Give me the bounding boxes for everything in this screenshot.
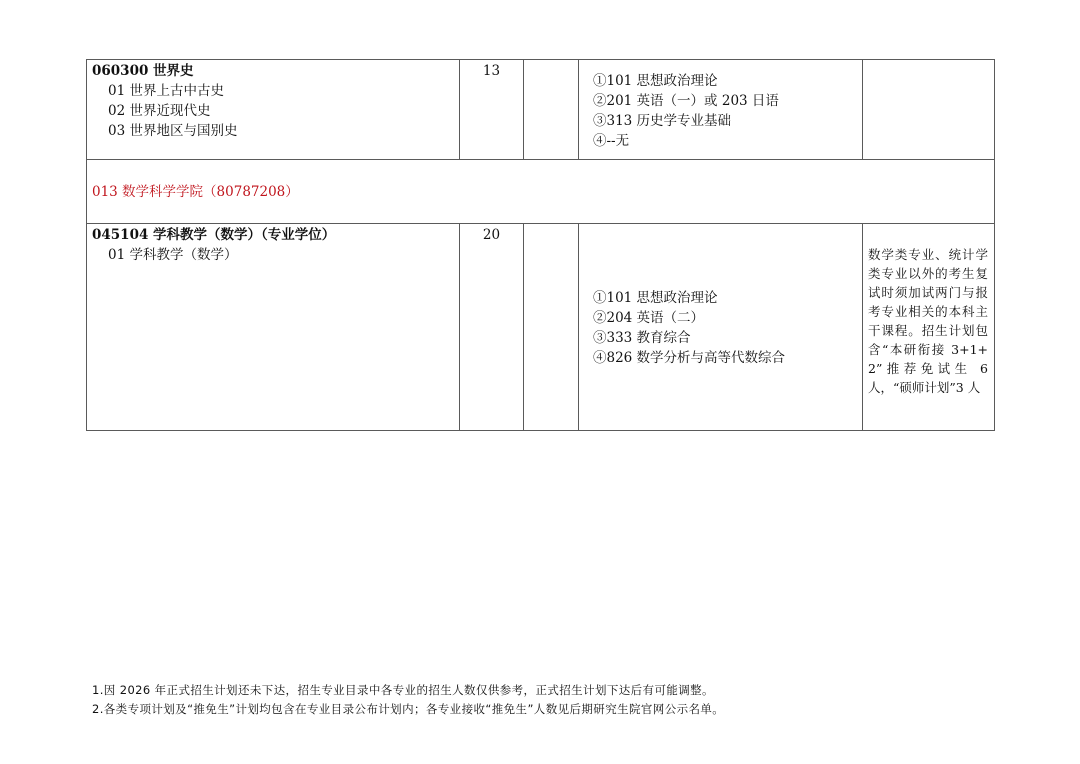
exam-subject: ①101 思想政治理论 bbox=[593, 290, 718, 306]
exam-subject: ①101 思想政治理论 bbox=[593, 73, 718, 89]
exam-subject: ②201 英语（一）或 203 日语 bbox=[593, 93, 779, 109]
major-title: 045104 学科教学（数学）（专业学位） bbox=[92, 227, 336, 243]
enrollment-count: 20 bbox=[482, 227, 501, 243]
col-divider bbox=[578, 223, 579, 431]
col-divider bbox=[862, 59, 863, 159]
col-divider bbox=[578, 59, 579, 159]
research-direction: 02 世界近现代史 bbox=[108, 103, 211, 119]
remark-note: 数学类专业、统计学类专业以外的考生复试时须加试两门与报考专业相关的本科主干课程。招生计划包含“本研衔接 3+1+2”推荐免试生 6 人，“硕师计划”3 人 bbox=[868, 247, 988, 395]
footnote: 1.因 2026 年正式招生计划还未下达，招生专业目录中各专业的招生人数仅供参考，正式招生计划下达后有可能调整。 bbox=[92, 683, 714, 697]
research-direction: 03 世界地区与国别史 bbox=[108, 123, 238, 139]
row-divider bbox=[86, 159, 995, 160]
school-header: 013 数学科学学院（80787208） bbox=[92, 184, 299, 200]
exam-subject: ③313 历史学专业基础 bbox=[593, 113, 732, 129]
col-divider bbox=[862, 223, 863, 431]
research-direction: 01 学科教学（数学） bbox=[108, 247, 238, 263]
major-title: 060300 世界史 bbox=[92, 63, 194, 79]
footnote: 2.各类专项计划及“推免生”计划均包含在专业目录公布计划内；各专业接收“推免生”人数见后期研究生院官网公示名单。 bbox=[92, 702, 725, 716]
col-divider bbox=[459, 223, 460, 431]
row-divider bbox=[86, 223, 995, 224]
exam-subject: ②204 英语（二） bbox=[593, 310, 705, 326]
col-divider bbox=[523, 223, 524, 431]
research-direction: 01 世界上古中古史 bbox=[108, 83, 224, 99]
exam-subject: ④--无 bbox=[593, 133, 630, 149]
exam-subject: ③333 教育综合 bbox=[593, 330, 691, 346]
exam-subject: ④826 数学分析与高等代数综合 bbox=[593, 350, 786, 366]
enrollment-count: 13 bbox=[482, 63, 501, 79]
col-divider bbox=[523, 59, 524, 159]
